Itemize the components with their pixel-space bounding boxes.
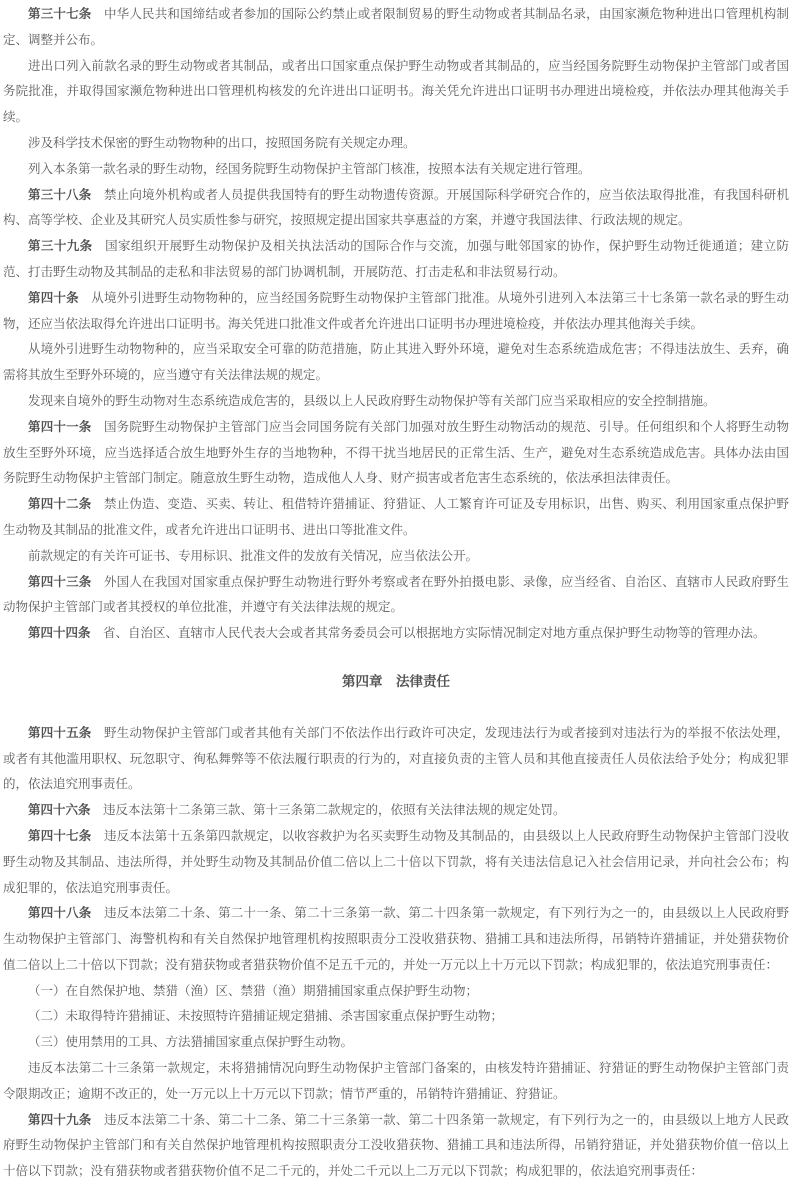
article-number: 第四十五条 [28,724,92,740]
paragraph-text: 违反本法第二十三条第一款规定，未将猎捕情况向野生动物保护主管部门备案的，由核发特许猎捕证、狩猎证的野生动物保护主管部门责令限期改正；逾期不改正的，处一万元以上十万元以下罚款；情节严重的，吊销特许猎捕证、狩猎证。 [3,1060,789,1101]
paragraph-text: 列入本条第一款名录的野生动物，经国务院野生动物保护主管部门核准，按照本法有关规定进行管理。 [28,160,591,176]
article-number: 第四十条 [28,289,79,305]
article-paragraph [3,620,789,646]
paragraph-text: 违反本法第二十条、第二十一条、第二十三条第一款、第二十四条第一款规定，有下列行为之一的，由县级以上人民政府野生动物保护主管部门、海警机构和有关自然保护地管理机构按照职责分工没收猎获物、猎捕工具和违法所得，吊销特许猎捕证，并处猎获物价值二倍以上二十倍以下罚款；没有猎获物或者猎获物价值不足五千元的，并处一万元以上十万元以下罚款；构成犯罪的，依法追究刑事责任： [3,905,789,972]
article-paragraph [3,414,789,491]
article-paragraph [3,1107,789,1184]
list-item [3,1003,789,1029]
paragraph [3,130,789,156]
article-number: 第四十七条 [28,827,92,843]
article-number: 第四十六条 [28,802,91,818]
list-item-text: （一）在自然保护地、禁猎（渔）区、禁猎（渔）期猎捕国家重点保护野生动物； [28,982,479,998]
article-paragraph [3,720,789,797]
article-number: 第三十七条 [28,6,92,21]
article-number: 第四十一条 [28,418,92,434]
paragraph-text: 涉及科学技术保密的野生动物物种的出口，按照国务院有关规定办理。 [28,134,416,150]
article-paragraph [3,569,789,621]
article-number: 第四十三条 [28,573,92,589]
article-paragraph [3,285,789,337]
paragraph-text: 从境外引进野生动物物种的，应当采取安全可靠的防范措施，防止其进入野外环境，避免对生态系统造成危害；不得违法放生、丢弃，确需将其放生至野外环境的，应当遵守有关法律法规的规定。 [3,341,789,383]
article-paragraph [3,1,789,53]
paragraph [3,336,789,388]
paragraph-text: 禁止向境外机构或者人员提供我国特有的野生动物遗传资源。开展国际科学研究合作的，应当依法取得批准，有我国科研机构、高等学校、企业及其研究人员实质性参与研究，按照规定提出国家共享惠益的方案，并遵守我国法律、行政法规的规定。 [3,186,789,228]
paragraph [3,1055,789,1107]
paragraph-text: 从境外引进野生动物物种的，应当经国务院野生动物保护主管部门批准。从境外引进列入本法第三十七条第一款名录的野生动物，还应当依法取得允许进出口证明书。海关凭进口批准文件或者允许进出口证明书办理进境检疫，并依法办理其他海关手续。 [3,289,789,331]
paragraph [3,156,789,182]
article-paragraph [3,797,789,823]
list-item-text: （三）使用禁用的工具、方法猎捕国家重点保护野生动物。 [28,1034,354,1050]
chapter-heading: 第四章 法律责任 [342,673,450,690]
article-number: 第三十九条 [28,238,93,254]
paragraph-text: 发现来自境外的野生动物对生态系统造成危害的，县级以上人民政府野生动物保护等有关部门应当采取相应的安全控制措施。 [28,392,716,408]
article-paragraph [3,491,789,543]
list-item [3,978,789,1004]
paragraph-text: 省、自治区、直辖市人民代表大会或者其常务委员会可以根据地方实际情况制定对地方重点保护野生动物等的管理办法。 [103,625,766,641]
article-number: 第四十九条 [28,1111,92,1127]
paragraph-text: 违反本法第十五条第四款规定，以收容救护为名买卖野生动物及其制品的，由县级以上人民政府野生动物保护主管部门没收野生动物及其制品、违法所得，并处野生动物及其制品价值二倍以上二十倍以下罚款，将有关违法信息记入社会信用记录，并向社会公布；构成犯罪的，依法追究刑事责任。 [3,827,789,895]
article-number: 第三十八条 [28,186,92,202]
paragraph-text: 国家组织开展野生动物保护及相关执法活动的国际合作与交流，加强与毗邻国家的协作，保护野生动物迁徙通道；建立防范、打击野生动物及其制品的走私和非法贸易的部门协调机制，开展防范、打击走私和非法贸易行动。 [3,238,789,279]
paragraph [3,53,789,130]
paragraph-text: 进出口列入前款名录的野生动物或者其制品，或者出口国家重点保护野生动物或者其制品的，应当经国务院野生动物保护主管部门或者国务院批准，并取得国家濒危物种进出口管理机构核发的允许进出口证明书。海关凭允许进出口证明书办理进出境检疫，并依法办理其他海关手续。 [3,57,789,125]
paragraph-text: 违反本法第二十条、第二十二条、第二十三条第一款、第二十四条第一款规定，有下列行为之一的，由县级以上地方人民政府野生动物保护主管部门和有关自然保护地管理机构按照职责分工没收猎获物、猎捕工具和违法所得，吊销狩猎证，并处猎获物价值一倍以上十倍以下罚款；没有猎获物或者猎获物价值不足二千元的，并处二千元以上二万元以下罚款；构成犯罪的，依法追究刑事责任： [3,1111,789,1179]
paragraph-text: 野生动物保护主管部门或者其他有关部门不依法作出行政许可决定，发现违法行为或者接到对违法行为的举报不依法处理，或者有其他滥用职权、玩忽职守、徇私舞弊等不依法履行职责的行为的，对直接负责的主管人员和其他直接责任人员依法给予处分；构成犯罪的，依法追究刑事责任。 [3,724,789,792]
article-paragraph [3,233,789,285]
list-item-text: （二）未取得特许猎捕证、未按照特许猎捕证规定猎捕、杀害国家重点保护野生动物； [28,1008,504,1024]
paragraph [3,388,789,414]
article-paragraph [3,823,789,900]
article-paragraph [3,900,789,977]
article-number: 第四十八条 [28,905,92,921]
article-paragraph [3,182,789,234]
paragraph-text: 前款规定的有关许可证书、专用标识、批准文件的发放有关情况，应当依法公开。 [28,547,479,563]
paragraph-text: 外国人在我国对国家重点保护野生动物进行野外考察或者在野外拍摄电影、录像，应当经省、自治区、直辖市人民政府野生动物保护主管部门或者其授权的单位批准，并遵守有关法律法规的规定。 [3,573,789,615]
paragraph-text: 中华人民共和国缔结或者参加的国际公约禁止或者限制贸易的野生动物或者其制品名录，由国家濒危物种进出口管理机构制定、调整并公布。 [3,6,789,47]
article-number: 第四十四条 [28,625,91,641]
paragraph-text: 国务院野生动物保护主管部门应当会同国务院有关部门加强对放生野生动物活动的规范、引导。任何组织和个人将野生动物放生至野外环境，应当选择适合放生地野外生存的当地物种，不得干扰当地居民的正常生活、生产，避免对生态系统造成危害。具体办法由国务院野生动物保护主管部门制定。随意放生野生动物，造成他人人身、财产损害或者危害生态系统的，依法承担法律责任。 [3,418,789,486]
paragraph [3,543,789,569]
paragraph-text: 违反本法第十二条第三款、第十三条第二款规定的，依照有关法律法规的规定处罚。 [103,802,566,818]
list-item [3,1029,789,1055]
paragraph-text: 禁止伪造、变造、买卖、转让、租借特许猎捕证、狩猎证、人工繁育许可证及专用标识，出售、购买、利用国家重点保护野生动物及其制品的批准文件，或者允许进出口证明书、进出口等批准文件。 [3,496,789,537]
article-number: 第四十二条 [28,496,92,512]
